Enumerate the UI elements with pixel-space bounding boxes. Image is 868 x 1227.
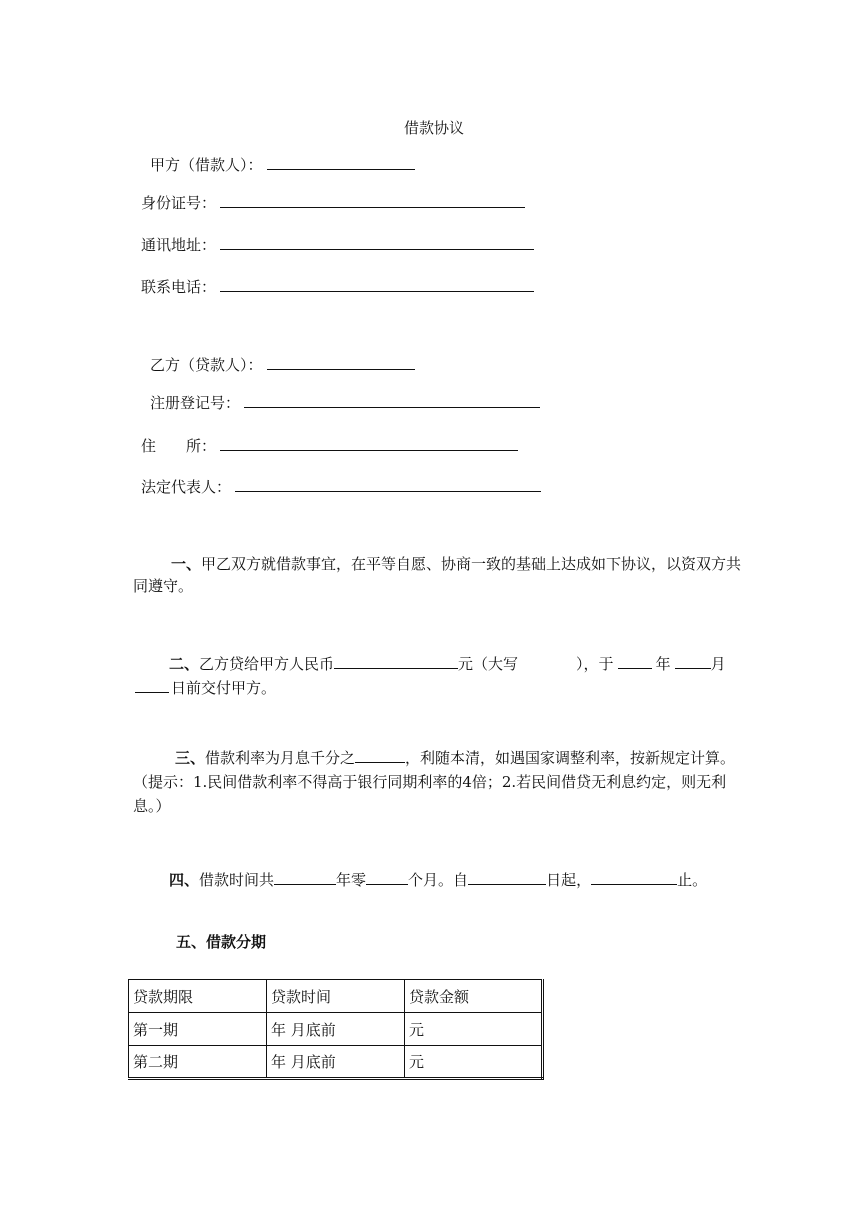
residence-field [141, 436, 518, 456]
table-cell: 元 [405, 1046, 543, 1079]
clause-number: 一、 [171, 555, 202, 573]
field-label: 乙方（贷款人）： [150, 356, 263, 374]
field-label: 甲方（借款人）： [150, 156, 263, 174]
clause-text: 借款时间共 [199, 871, 275, 889]
day-blank [135, 678, 169, 693]
address-field [141, 235, 534, 255]
blank-line [220, 278, 534, 292]
id-number-field [141, 193, 525, 213]
table-header-cell: 贷款时间 [267, 980, 405, 1013]
installment-table [128, 979, 544, 1080]
clause-text: 止。 [677, 871, 708, 889]
clause-1 [133, 553, 753, 597]
party-a-field [150, 155, 415, 175]
clause-text: ，利随本清，如遇国家调整利率，按新规定计算。（提示：1.民间借款利率不得高于银行同期利率的4倍；2.若民间借贷无利息约定，则无利息。） [133, 749, 736, 815]
amount-blank [334, 654, 458, 669]
clause-text: 乙方贷给甲方人民币 [199, 655, 335, 673]
month-blank [675, 654, 711, 669]
start-date-blank [468, 870, 546, 885]
registration-number-field [150, 393, 540, 413]
blank-line [244, 394, 540, 408]
field-label: 通讯地址： [141, 236, 217, 254]
end-date-blank [591, 870, 677, 885]
blank-line [220, 437, 518, 451]
table-cell: 年 月底前 [267, 1046, 405, 1079]
clause-text: 年 [655, 655, 671, 673]
blank-line [220, 236, 534, 250]
year-blank [618, 654, 652, 669]
table-cell: 第一期 [129, 1013, 267, 1046]
clause-text: 借款利率为月息千分之 [205, 749, 356, 767]
table-header-row [129, 980, 543, 1013]
clause-3 [133, 746, 751, 818]
clause-text: 年零 [336, 871, 367, 889]
months-blank [366, 870, 408, 885]
clause-2 [133, 652, 753, 700]
table-header-cell: 贷款金额 [405, 980, 543, 1013]
party-b-field [150, 355, 415, 375]
clause-text: 个月。自 [408, 871, 469, 889]
table-cell: 第二期 [129, 1046, 267, 1079]
table-cell: 年 月底前 [267, 1013, 405, 1046]
blank-line [267, 356, 415, 370]
clause-5-heading: 五、借款分期 [176, 933, 267, 951]
table-header-cell: 贷款期限 [129, 980, 267, 1013]
clause-text: 日起， [546, 871, 592, 889]
clause-text: 元（大写 [458, 655, 519, 673]
blank-line [235, 478, 541, 492]
clause-text: ），于 [576, 655, 614, 673]
rate-blank [355, 748, 405, 763]
clause-text: 甲乙双方就借款事宜，在平等自愿、协商一致的基础上达成如下协议，以资双方共同遵守。 [133, 555, 742, 595]
clause-number: 四、 [169, 871, 200, 889]
table-row [129, 1046, 543, 1079]
clause-text: 日前交付甲方。 [171, 679, 277, 697]
clause-4 [133, 869, 773, 891]
field-label: 联系电话： [141, 278, 217, 296]
clause-number: 二、 [169, 655, 200, 673]
blank-line [220, 194, 525, 208]
blank-line [267, 156, 415, 170]
clause-text: 月 [710, 655, 726, 673]
field-label: 注册登记号： [150, 394, 241, 412]
table-row [129, 1013, 543, 1046]
document-title: 借款协议 [403, 119, 464, 137]
field-label: 法定代表人： [141, 478, 232, 496]
field-label: 住 所： [141, 437, 217, 455]
years-blank [274, 870, 336, 885]
phone-field [141, 277, 534, 297]
table-cell: 元 [405, 1013, 543, 1046]
clause-number: 三、 [175, 749, 206, 767]
field-label: 身份证号： [141, 194, 217, 212]
legal-rep-field [141, 477, 541, 497]
